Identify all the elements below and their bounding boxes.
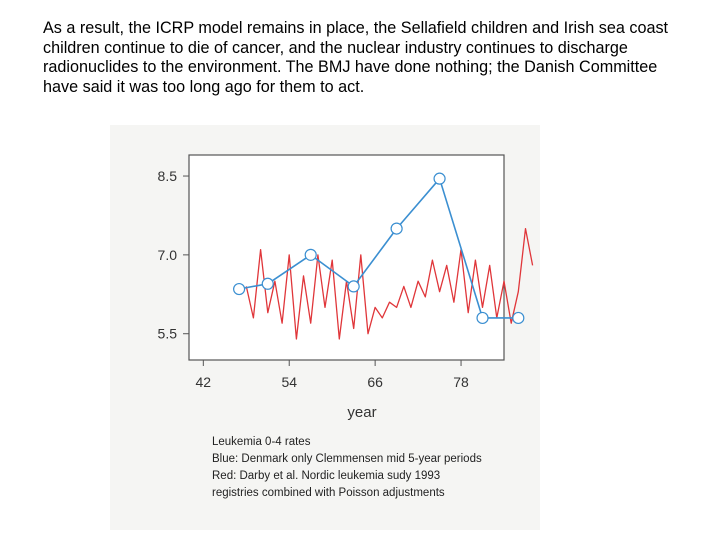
y-tick-label: 8.5 [157,168,177,185]
caption-line-4: registries combined with Poisson adjustments [212,487,445,499]
x-tick-label: 66 [367,374,383,390]
denmark-data-point [348,281,359,292]
y-tick-label: 7.0 [157,246,177,263]
figure-caption [212,434,532,502]
x-tick-label: 78 [453,374,469,390]
denmark-data-point [262,278,273,289]
caption-line-2: Blue: Denmark only Clemmensen mid 5-year periods [212,453,482,465]
denmark-data-point [477,312,488,323]
denmark-data-point [391,223,402,234]
caption-line-3: Red: Darby et al. Nordic leukemia sudy 1993 [212,470,441,482]
denmark-data-point [513,312,524,323]
denmark-data-point [305,249,316,260]
x-tick-label: 42 [195,374,212,390]
y-tick-label: 5.5 [157,325,177,342]
x-tick-label: 54 [281,374,298,390]
x-axis [196,360,470,390]
denmark-data-point [234,284,245,295]
x-axis-label: year [347,404,377,421]
y-axis [158,168,189,342]
caption-line-1: Leukemia 0-4 rates [212,436,311,448]
denmark-data-point [434,173,445,184]
plot-frame [189,155,504,360]
slide-body-text: As a result, the ICRP model remains in place, the Sellafield children and Irish sea coast children continue to die of cancer, and the nuclear industry continues to discharge radionuclides to the environment. The BMJ have done nothing; the Danish Committee have said it was too long ago for them to act. [43,19,669,96]
